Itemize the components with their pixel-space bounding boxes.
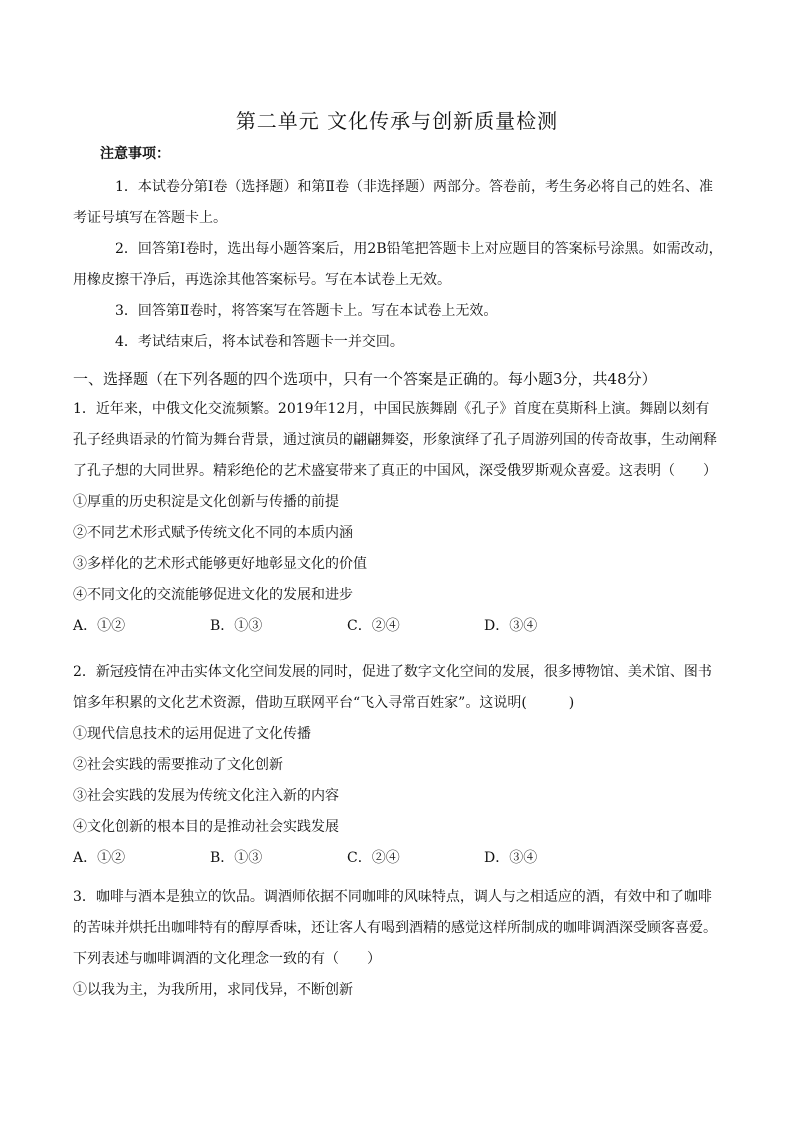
statement-option: ③多样化的艺术形式能够更好地彰显文化的价值 (73, 556, 367, 572)
question-3 (73, 882, 723, 1006)
notice-item: 3．回答第Ⅱ卷时，将答案写在答题卡上。写在本试卷上无效。 (115, 303, 498, 319)
notice-heading: 注意事项： (100, 146, 170, 162)
answer-choices (73, 843, 723, 874)
question-stem: 3．咖啡与酒本是独立的饮品。调酒师依据不同咖啡的风味特点，调人与之相适应的酒，有效中和了咖啡的苦味并烘托出咖啡特有的醇厚香味，还让客人有喝到酒精的感觉这样所制成的咖啡调酒深受顾客喜爱。下列表述与咖啡调酒的文化理念一致的有（ ） (73, 889, 717, 967)
answer-choice-d: D．③④ (484, 850, 538, 866)
answer-choice-b: B．①③ (210, 618, 263, 634)
answer-choice-a: A．①② (73, 850, 126, 866)
answer-choice-c: C．②④ (347, 850, 400, 866)
answer-choice-a: A．①② (73, 618, 126, 634)
question-2 (73, 657, 723, 874)
statement-option: ①现代信息技术的运用促进了文化传播 (73, 726, 311, 742)
answer-choice-d: D．③④ (484, 618, 538, 634)
question-stem: 1．近年来，中俄文化交流频繁。2019年12月，中国民族舞剧《孔子》首度在莫斯科上演。舞剧以刻有孔子经典语录的竹简为舞台背景，通过演员的翩翩舞姿，形象演绎了孔子周游列国的传奇故事，生动阐释了孔子想的大同世界。精彩绝伦的艺术盛宴带来了真正的中国风，深受俄罗斯观众喜爱。这表明（ ） (73, 401, 717, 479)
statement-option: ①以我为主，为我所用，求同伐异，不断创新 (73, 982, 353, 998)
answer-choices (73, 611, 723, 642)
section-heading: 一、选择题（在下列各题的四个选项中，只有一个答案是正确的。每小题3分，共48分） (73, 370, 657, 388)
statement-option: ④不同文化的交流能够促进文化的发展和进步 (73, 587, 353, 603)
answer-choice-c: C．②④ (347, 618, 400, 634)
statement-option: ④文化创新的根本目的是推动社会实践发展 (73, 819, 339, 835)
notice-item: 1．本试卷分第Ⅰ卷（选择题）和第Ⅱ卷（非选择题）两部分。答卷前，考生务必将自己的姓名、准考证号填写在答题卡上。 (73, 179, 713, 226)
page-title: 第二单元 文化传承与创新质量检测 (235, 109, 559, 133)
statement-option: ②不同艺术形式赋予传统文化不同的本质内涵 (73, 525, 353, 541)
notice-list (73, 172, 723, 358)
notice-item: 2．回答第Ⅰ卷时，选出每小题答案后，用2B铅笔把答题卡上对应题目的答案标号涂黑。如需改动，用橡皮擦干净后，再选涂其他答案标号。写在本试卷上无效。 (73, 241, 723, 288)
question-stem: 2．新冠疫情在冲击实体文化空间发展的同时，促进了数字文化空间的发展，很多博物馆、美术馆、图书馆多年积累的文化艺术资源，借助互联网平台“飞入寻常百姓家”。这说明( ) (73, 664, 712, 711)
statement-option: ③社会实践的发展为传统文化注入新的内容 (73, 788, 339, 804)
question-1 (73, 394, 723, 642)
statement-option: ①厚重的历史积淀是文化创新与传播的前提 (73, 494, 339, 510)
answer-choice-b: B．①③ (210, 850, 263, 866)
notice-item: 4．考试结束后，将本试卷和答题卡一并交回。 (115, 334, 404, 350)
statement-option: ②社会实践的需要推动了文化创新 (73, 757, 283, 773)
